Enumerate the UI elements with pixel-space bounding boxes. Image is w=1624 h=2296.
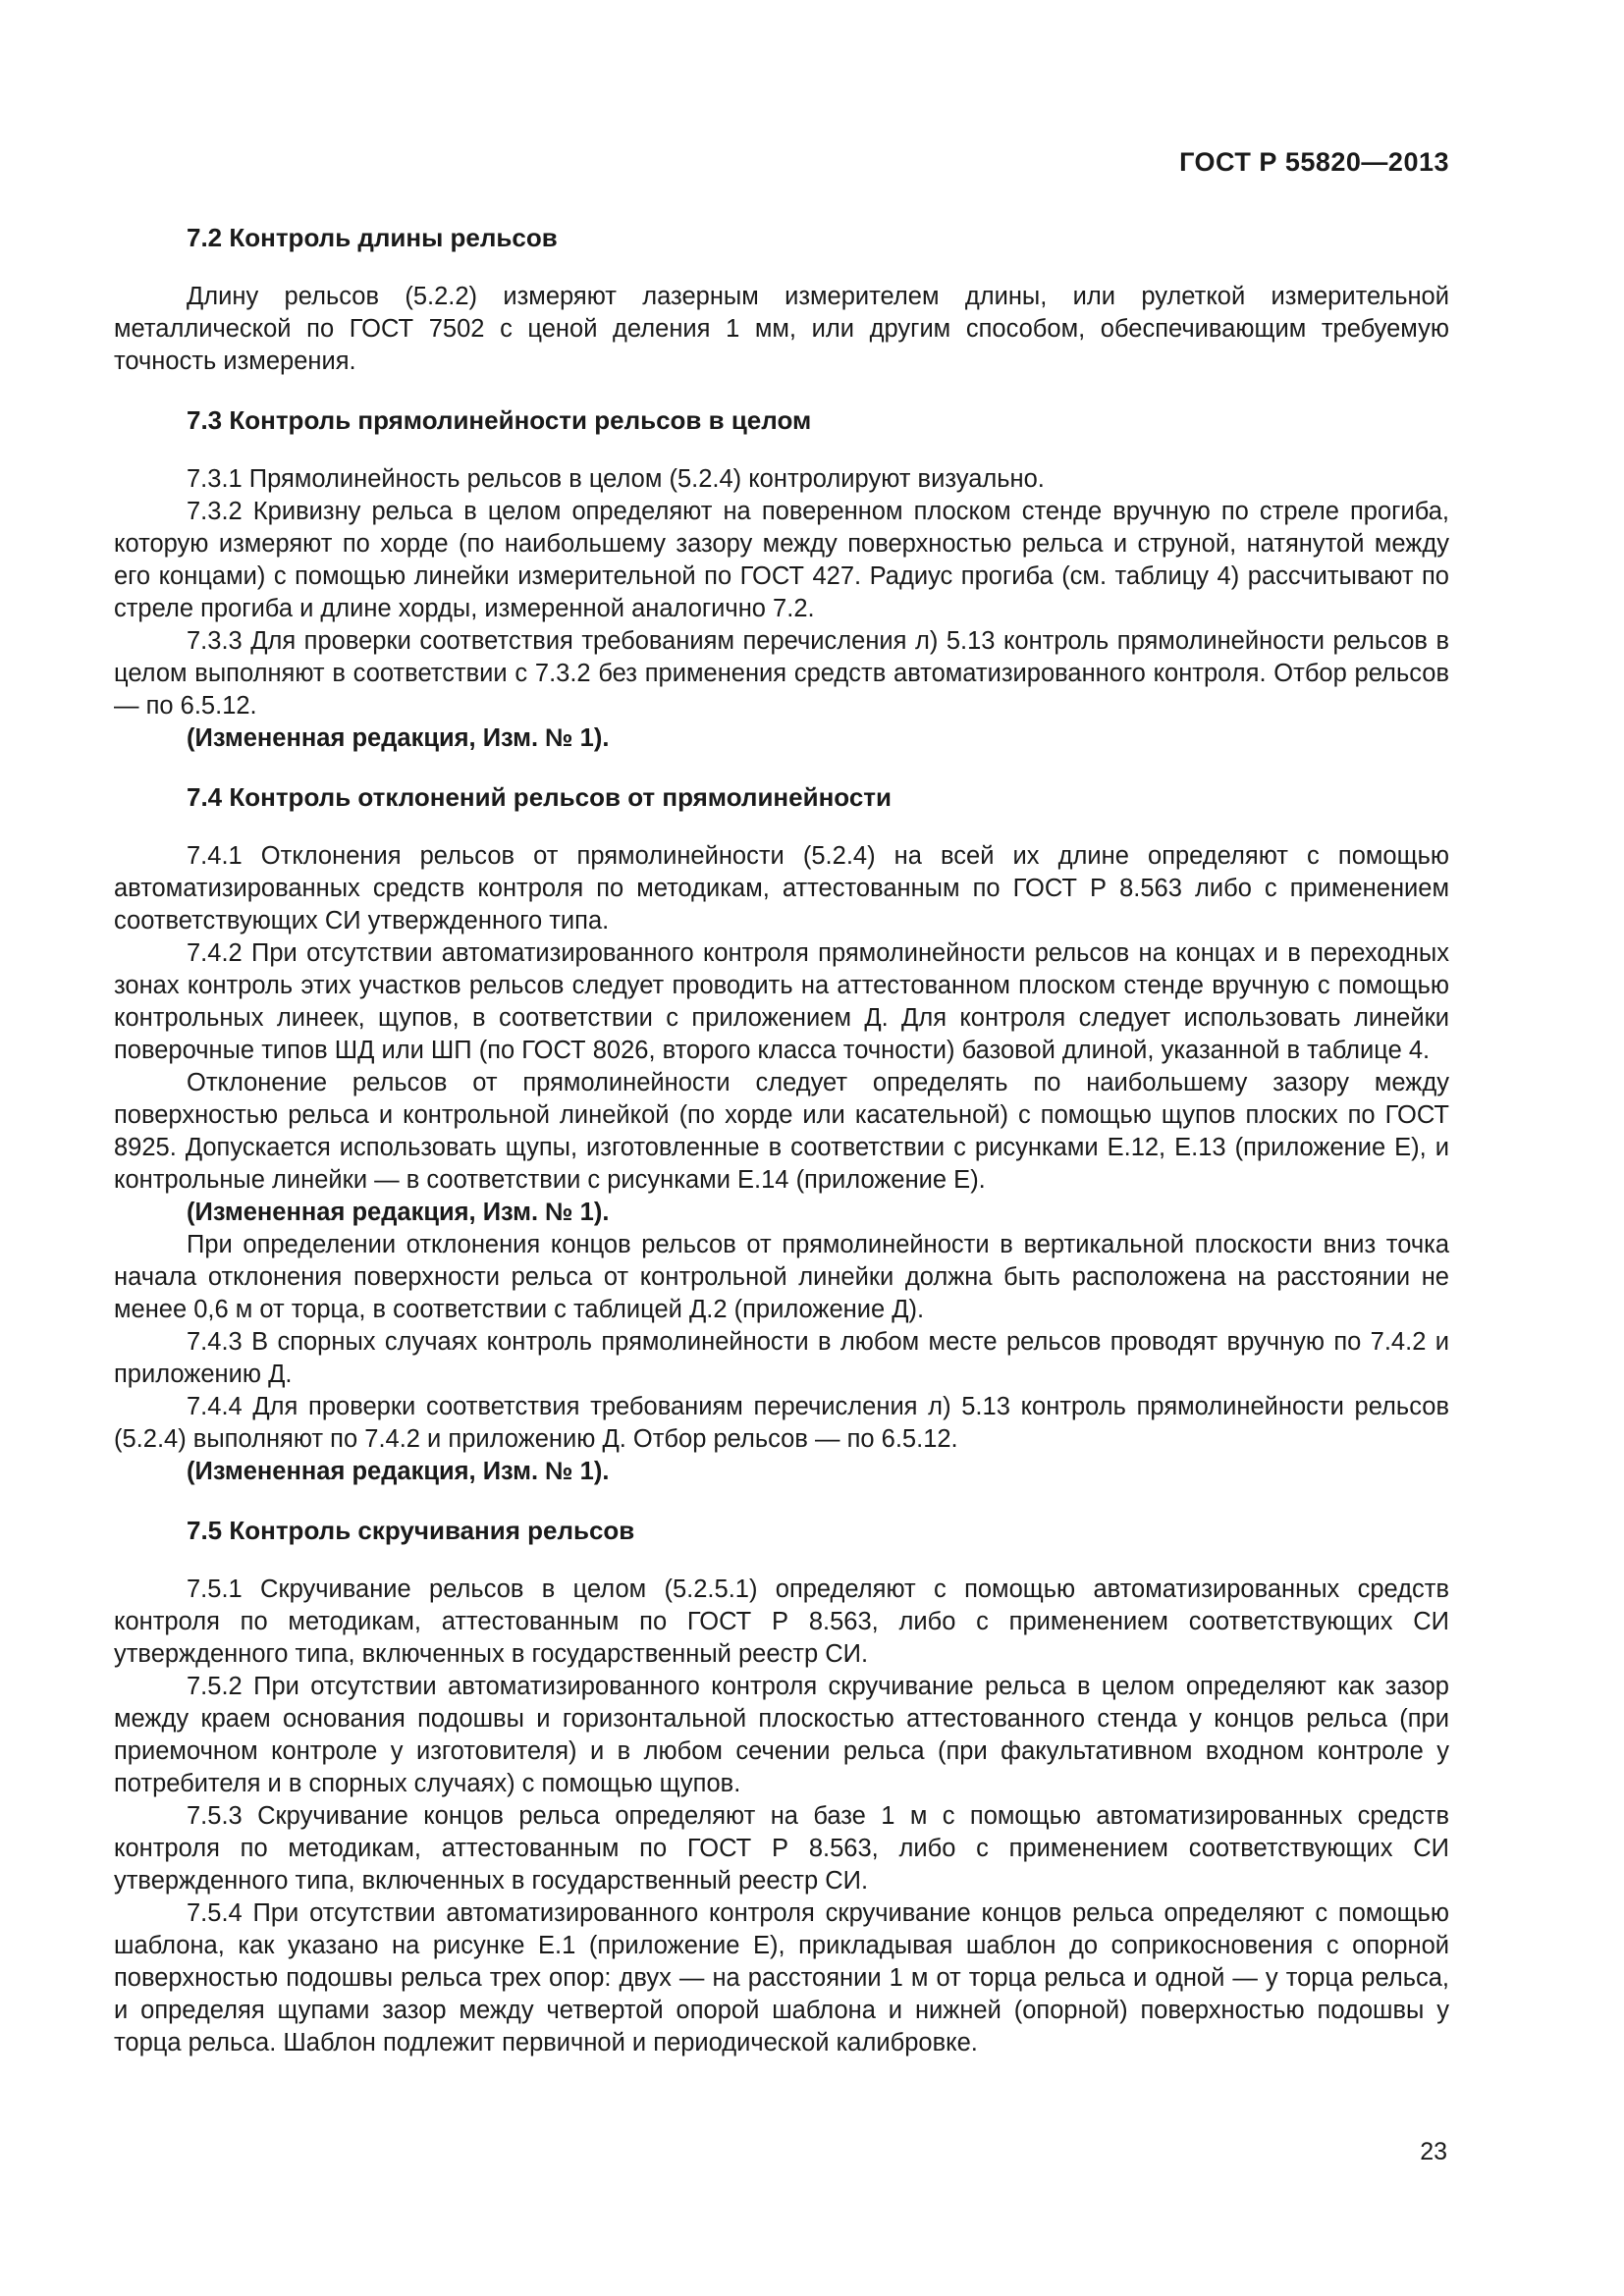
paragraph: 7.4.1 Отклонения рельсов от прямолинейности (5.2.4) на всей их длине определяют с помощью автоматизированных средств контроля по методикам, аттестованным по ГОСТ Р 8.563 либо с применением соответствующих СИ утвержденного типа. [114,842,1449,934]
paragraph: Отклонение рельсов от прямолинейности следует определять по наибольшему зазору между поверхностью рельса и контрольной линейкой (по хорде или касательной) с помощью щупов плоских по ГОСТ 8925. Допускается использовать щупы, изготовленные в соответствии с рисунками Е.12, Е.13 (приложение Е), и контрольные линейки — в соответствии с рисунками Е.14 (приложение Е). [114,1069,1449,1194]
paragraph: 7.3.3 Для проверки соответствия требованиям перечисления л) 5.13 контроль прямолинейности рельсов в целом выполняют в соответствии с 7.3.2 без применения средств автоматизированного контроля. Отбор рельсов — по 6.5.12. [114,627,1449,720]
document-id-header: ГОСТ Р 55820—2013 [1179,147,1449,177]
section-heading: 7.4 Контроль отклонений рельсов от прямолинейности [187,782,892,812]
page-number: 23 [1420,2138,1447,2165]
section-heading: 7.3 Контроль прямолинейности рельсов в целом [187,405,812,435]
paragraph: 7.5.3 Скручивание концов рельса определяют на базе 1 м с помощью автоматизированных средств контроля по методикам, аттестованным по ГОСТ Р 8.563, либо с применением соответствующих СИ утвержденного типа, включенных в государственный реестр СИ. [114,1802,1449,1895]
paragraph: 7.5.4 При отсутствии автоматизированного контроля скручивание концов рельса определяют с помощью шаблона, как указано на рисунке Е.1 (приложение Е), прикладывая шаблон до соприкосновения с опорной поверхностью подошвы рельса трех опор: двух — на расстоянии 1 м от торца рельса и одной — у торца рельса, и определяя щупами зазор между четвертой опорой шаблона и нижней (опорной) поверхностью подошвы у торца рельса. Шаблон подлежит первичной и периодической калибровке. [114,1899,1449,2056]
section [114,222,1449,378]
paragraph: 7.5.1 Скручивание рельсов в целом (5.2.5.1) определяют с помощью автоматизированных средств контроля по методикам, аттестованным по ГОСТ Р 8.563, либо с применением соответствующих СИ утвержденного типа, включенных в государственный реестр СИ. [114,1575,1449,1668]
section-heading: 7.5 Контроль скручивания рельсов [187,1516,635,1545]
amendment-note: (Измененная редакция, Изм. № 1). [187,1199,610,1226]
paragraph: 7.4.3 В спорных случаях контроль прямолинейности в любом месте рельсов проводят вручную по 7.4.2 и приложению Д. [114,1328,1449,1388]
amendment-note: (Измененная редакция, Изм. № 1). [187,724,610,752]
amendment-note: (Измененная редакция, Изм. № 1). [187,1458,610,1485]
paragraph: 7.3.2 Кривизну рельса в целом определяют на поверенном плоском стенде вручную по стреле прогиба, которую измеряют по хорде (по наибольшему зазору между поверхностью рельса и струной, натянутой между его концами) с помощью линейки измерительной по ГОСТ 427. Радиус прогиба (см. таблицу 4) рассчитывают по стреле прогиба и длине хорды, измеренной аналогично 7.2. [114,498,1449,622]
paragraph: 7.5.2 При отсутствии автоматизированного контроля скручивание рельса в целом определяют как зазор между краем основания подошвы и горизонтальной плоскостью аттестованного стенда у концов рельса (при приемочном контроле у изготовителя) и в любом сечении рельса (при факультативном входном контроле у потребителя и в спорных случаях) с помощью щупов. [114,1673,1449,1797]
paragraph: Длину рельсов (5.2.2) измеряют лазерным измерителем длины, или рулеткой измерительной металлической по ГОСТ 7502 с ценой деления 1 мм, или другим способом, обеспечивающим требуемую точность измерения. [114,283,1449,375]
section-heading: 7.2 Контроль длины рельсов [187,223,558,252]
paragraph: 7.4.4 Для проверки соответствия требованиям перечисления л) 5.13 контроль прямолинейности рельсов (5.2.4) выполняют по 7.4.2 и приложению Д. Отбор рельсов — по 6.5.12. [114,1393,1449,1453]
section [114,404,1449,755]
paragraph: При определении отклонения концов рельсов от прямолинейности в вертикальной плоскости вниз точка начала отклонения поверхности рельса от контрольной линейки должна быть расположена на расстоянии не менее 0,6 м от торца, в соответствии с таблицей Д.2 (приложение Д). [114,1231,1449,1323]
section [114,781,1449,1488]
paragraph: 7.4.2 При отсутствии автоматизированного контроля прямолинейности рельсов на концах и в переходных зонах контроль этих участков рельсов следует проводить на аттестованном плоском стенде вручную с помощью контрольных линеек, щупов, в соответствии с приложением Д. Для контроля следует использовать линейки поверочные типов ШД или ШП (по ГОСТ 8026, второго класса точности) базовой длиной, указанной в таблице 4. [114,939,1449,1064]
paragraph: 7.3.1 Прямолинейность рельсов в целом (5.2.4) контролируют визуально. [187,465,1045,493]
section [114,1515,1449,2059]
document-body [114,222,1449,2059]
